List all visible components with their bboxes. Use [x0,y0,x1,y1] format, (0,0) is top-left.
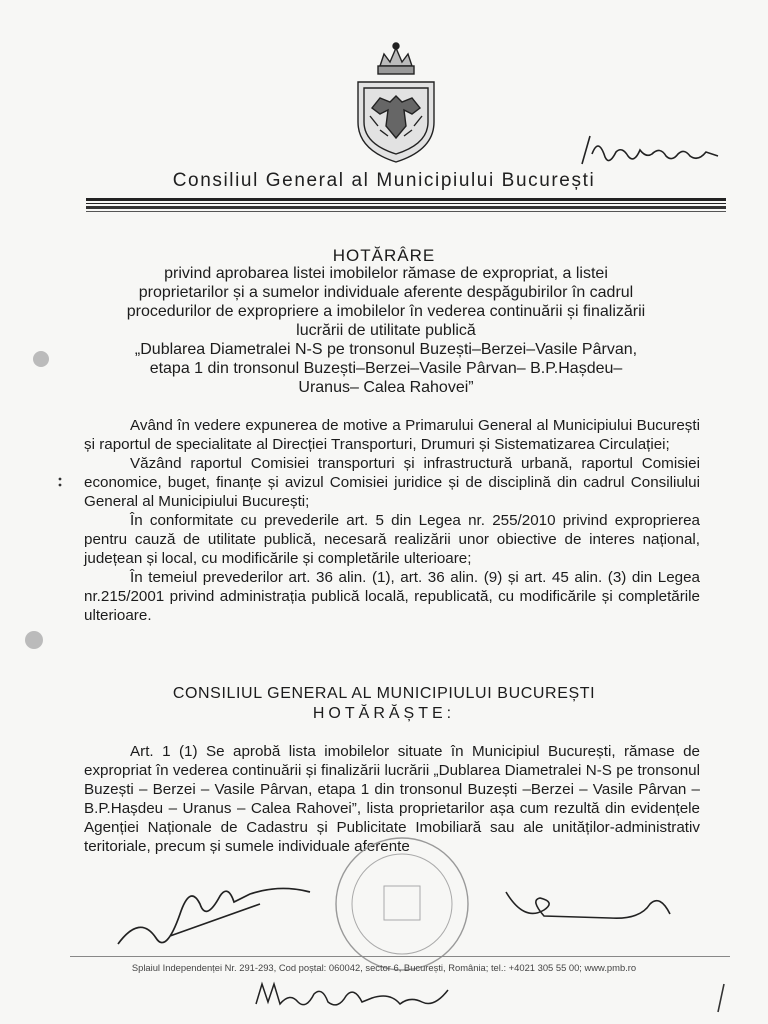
scan-artifact [22,628,46,652]
subject-line: Uranus– Calea Rahovei” [298,379,474,396]
document-title: HOTĂRÂRE [332,246,436,265]
preamble-paragraph: Având în vedere expunerea de motive a Primarului General al Municipiului București și raportul de specialitate al Direcției Transporturi, Drumuri și Sistematizarea Circulației; [84,417,700,453]
preamble-paragraph: Văzând raportul Comisiei transporturi și infrastructură urbană, raportul Comisiei economice, buget, finanțe și avizul Comisiei juridice și de disciplină din cadrul Consiliului General al Municipiului București; [84,455,700,510]
scan-artifact [30,348,52,370]
signature-right [500,880,680,940]
coat-of-arms-icon [350,36,442,166]
subject-line: „Dublarea Diametralei N-S pe tronsonul Buzești–Berzei–Vasile Pârvan, [134,341,638,358]
footer-address: Splaiul Independenței Nr. 291-293, Cod poștal: 060042, sector 6, București, România; tel.: +4021 305 55 00; www.pmb.ro [131,962,637,973]
signature-left [110,874,320,964]
subject-line: privind aprobarea listei imobilelor rămase de expropriat, a listei [164,265,608,282]
header-divider [86,198,726,201]
preamble [84,416,700,625]
council-name: CONSILIUL GENERAL AL MUNICIPIULUI BUCUREȘTI [172,685,596,702]
handwritten-note [250,974,470,1018]
subject-line: lucrării de utilitate publică [296,322,476,339]
council-heading [0,684,768,724]
header-divider [86,203,726,204]
header-divider [86,211,726,212]
article-text: Art. 1 (1) Se aprobă lista imobilelor situate în Municipiul București, rămase de expropriat în vederea continuării și finalizării lucrării „Dublarea Diametralei N-S pe tronsonul Buzești – Berzei – Vasile Pârvan, etapa 1 din tronsonul Buzești –Berzei – Vasile Pârvan – B.P.Hașdeu – Uranus – Calea Rahovei”, lista proprietarilor așa cum rezultă din evidențele Agenției Naționale de Cadastru și Publicitate Imobiliară sau ale unităților-administrativ teritoriale, precum și sumele individuale aferente [84,743,700,855]
margin-mark [710,980,730,1016]
header-divider [86,206,726,209]
scan-artifact [57,476,63,488]
subject-line: proprietarilor și a sumelor individuale aferente despăgubirilor în cadrul [138,284,634,301]
preamble-paragraph: În temeiul prevederilor art. 36 alin. (1), art. 36 alin. (9) și art. 45 alin. (3) din Legea nr.215/2001 privind administrația publică locală, republicată, cu modificările și completările ulterioare. [84,569,700,624]
official-stamp [312,826,492,976]
decides-heading: HOTĂRĂȘTE: [312,705,456,722]
footer-divider [70,956,730,957]
organization-title: Consiliul General al Municipiului București [172,170,596,191]
subject-line: procedurilor de expropriere a imobilelor în vederea continuării și finalizării [126,303,646,320]
decision-subject [84,264,688,397]
subject-line: etapa 1 din tronsonul Buzești–Berzei–Vasile Pârvan– B.P.Hașdeu– [149,360,623,377]
preamble-paragraph: În conformitate cu prevederile art. 5 din Legea nr. 255/2010 privind exproprierea pentru cauză de utilitate publică, necesară realizării unor obiective de interes național, județean și local, cu modificările și completările ulterioare; [84,512,700,567]
